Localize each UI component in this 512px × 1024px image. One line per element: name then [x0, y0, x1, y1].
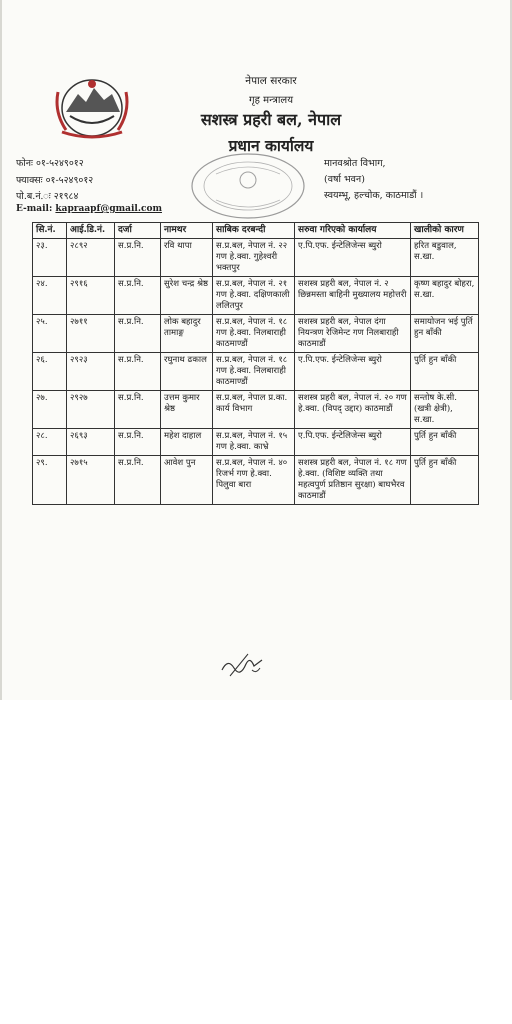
office-building: (वर्षा भवन): [324, 174, 365, 185]
email-label: E-mail:: [16, 204, 53, 214]
cell-id: २९२३: [67, 353, 115, 391]
cell-serial: २९.: [33, 456, 67, 505]
contact-pobox: पो.ब.नं.ः २१९८४: [16, 191, 79, 202]
table-row: [33, 429, 479, 456]
cell-transferred-office: सशस्त्र प्रहरी बल, नेपाल नं. १८ गण हे.क्वा. (विशिष्ट व्यक्ति तथा महत्वपुर्ण प्रतिष्ठान सुरक्षा) बाघभैरव काठमाडौं: [295, 456, 411, 505]
cell-serial: २४.: [33, 277, 67, 315]
column-header: नामथर: [161, 223, 213, 239]
cell-vacancy-reason: समायोजन भई पुर्ति हुन बाँकी: [411, 315, 479, 353]
table-row: [33, 315, 479, 353]
cell-name: उत्तम कुमार श्रेष्ठ: [161, 391, 213, 429]
cell-id: २६९३: [67, 429, 115, 456]
cell-vacancy-reason: पुर्ति हुन बाँकी: [411, 429, 479, 456]
cell-transferred-office: सशस्त्र प्रहरी बल, नेपाल नं. २० गण हे.क्वा. (विपद् उद्दार) काठमाडौं: [295, 391, 411, 429]
cell-previous-post: स.प्र.बल, नेपाल नं. ४० रिजर्भ गण हे.क्वा. पिलुवा बारा: [213, 456, 295, 505]
cell-serial: २८.: [33, 429, 67, 456]
cell-vacancy-reason: पुर्ति हुन बाँकी: [411, 456, 479, 505]
cell-id: २७१५: [67, 456, 115, 505]
letterhead-force-name: सशस्त्र प्रहरी बल, नेपाल: [200, 110, 342, 129]
office-address: स्वयम्भू, हल्चोक, काठमाडौं ।: [324, 190, 424, 201]
contact-email: [16, 204, 162, 214]
cell-vacancy-reason: सन्तोष के.सी. (खत्री क्षेत्री), स.खा.: [411, 391, 479, 429]
column-header: दर्जा: [115, 223, 161, 239]
cell-previous-post: स.प्र.बल, नेपाल नं. २१ गण हे.क्वा. दक्षिणकाली ललितपुर: [213, 277, 295, 315]
table-row: [33, 353, 479, 391]
column-header: सि.नं.: [33, 223, 67, 239]
cell-serial: २५.: [33, 315, 67, 353]
transfer-roster-table: [32, 222, 479, 505]
contact-fax: फ्याक्सः ०१-५२४९०१२: [16, 175, 94, 186]
cell-transferred-office: ए.पि.एफ. ईन्टेलिजेन्स ब्युरो: [295, 429, 411, 456]
cell-serial: २३.: [33, 239, 67, 277]
cell-rank: स.प्र.नि.: [115, 315, 161, 353]
handwritten-signature-icon: [218, 650, 268, 680]
column-header: आई.डि.नं.: [67, 223, 115, 239]
scan-edge-left: [0, 0, 2, 700]
office-seal-stamp-icon: [186, 150, 310, 222]
cell-previous-post: स.प्र.बल, नेपाल नं. १८ गण हे.क्वा. निलबाराही काठमाण्डौं: [213, 315, 295, 353]
cell-id: २८९२: [67, 239, 115, 277]
cell-name: महेश दाहाल: [161, 429, 213, 456]
cell-previous-post: स.प्र.बल, नेपाल प्र.का. कार्य विभाग: [213, 391, 295, 429]
column-header: साबिक दरबन्दी: [213, 223, 295, 239]
table-row: [33, 239, 479, 277]
table-body: [33, 239, 479, 505]
column-header: सरुवा गरिएको कार्यालय: [295, 223, 411, 239]
cell-rank: स.प्र.नि.: [115, 391, 161, 429]
cell-transferred-office: ए.पि.एफ. ईन्टेलिजेन्स ब्युरो: [295, 239, 411, 277]
table-header-row: [33, 223, 479, 239]
letterhead-ministry: गृह मन्त्रालय: [248, 95, 294, 106]
cell-rank: स.प्र.नि.: [115, 353, 161, 391]
cell-rank: स.प्र.नि.: [115, 456, 161, 505]
table-row: [33, 456, 479, 505]
cell-previous-post: स.प्र.बल, नेपाल नं. २२ गण हे.क्वा. गुहेश्वरी भक्तपुर: [213, 239, 295, 277]
cell-id: २७११: [67, 315, 115, 353]
cell-previous-post: स.प्र.बल, नेपाल नं. १५ गण हे.क्वा. काभ्रे: [213, 429, 295, 456]
contact-phone: फोनः ०१-५२४९०१२: [16, 158, 84, 169]
email-link[interactable]: kapraapf@gmail.com: [55, 204, 162, 214]
table-row: [33, 391, 479, 429]
cell-name: रवि थापा: [161, 239, 213, 277]
letterhead-head-office: प्रधान कार्यालय: [228, 136, 314, 155]
letterhead-government: नेपाल सरकार: [245, 75, 297, 87]
table-row: [33, 277, 479, 315]
cell-transferred-office: सशस्त्र प्रहरी बल, नेपाल नं. २ छिन्नमस्ता बाहिनी मुख्यालय महोत्तरी: [295, 277, 411, 315]
column-header: खालीको कारण: [411, 223, 479, 239]
cell-name: रघुनाथ ढकाल: [161, 353, 213, 391]
cell-rank: स.प्र.नि.: [115, 429, 161, 456]
cell-transferred-office: ए.पि.एफ. ईन्टेलिजेन्स ब्युरो: [295, 353, 411, 391]
cell-vacancy-reason: पुर्ति हुन बाँकी: [411, 353, 479, 391]
cell-vacancy-reason: हरित बडुवाल, स.खा.: [411, 239, 479, 277]
cell-transferred-office: सशस्त्र प्रहरी बल, नेपाल दंगा नियन्त्रण रेजिमेन्ट गण निलबाराही काठमाडौं: [295, 315, 411, 353]
cell-vacancy-reason: कृष्ण बहादुर बोहरा, स.खा.: [411, 277, 479, 315]
cell-id: २९२७: [67, 391, 115, 429]
cell-id: २९१६: [67, 277, 115, 315]
cell-rank: स.प्र.नि.: [115, 277, 161, 315]
cell-name: आवेश पुन: [161, 456, 213, 505]
cell-rank: स.प्र.नि.: [115, 239, 161, 277]
cell-name: सुरेश चन्द्र श्रेष्ठ: [161, 277, 213, 315]
cell-serial: २७.: [33, 391, 67, 429]
cell-name: लोक बहादुर तामाङ्ग: [161, 315, 213, 353]
office-department: मानवश्रोत विभाग,: [324, 158, 386, 169]
cell-serial: २६.: [33, 353, 67, 391]
cell-previous-post: स.प्र.बल, नेपाल नं. १८ गण हे.क्वा. निलबाराही काठमाण्डौं: [213, 353, 295, 391]
